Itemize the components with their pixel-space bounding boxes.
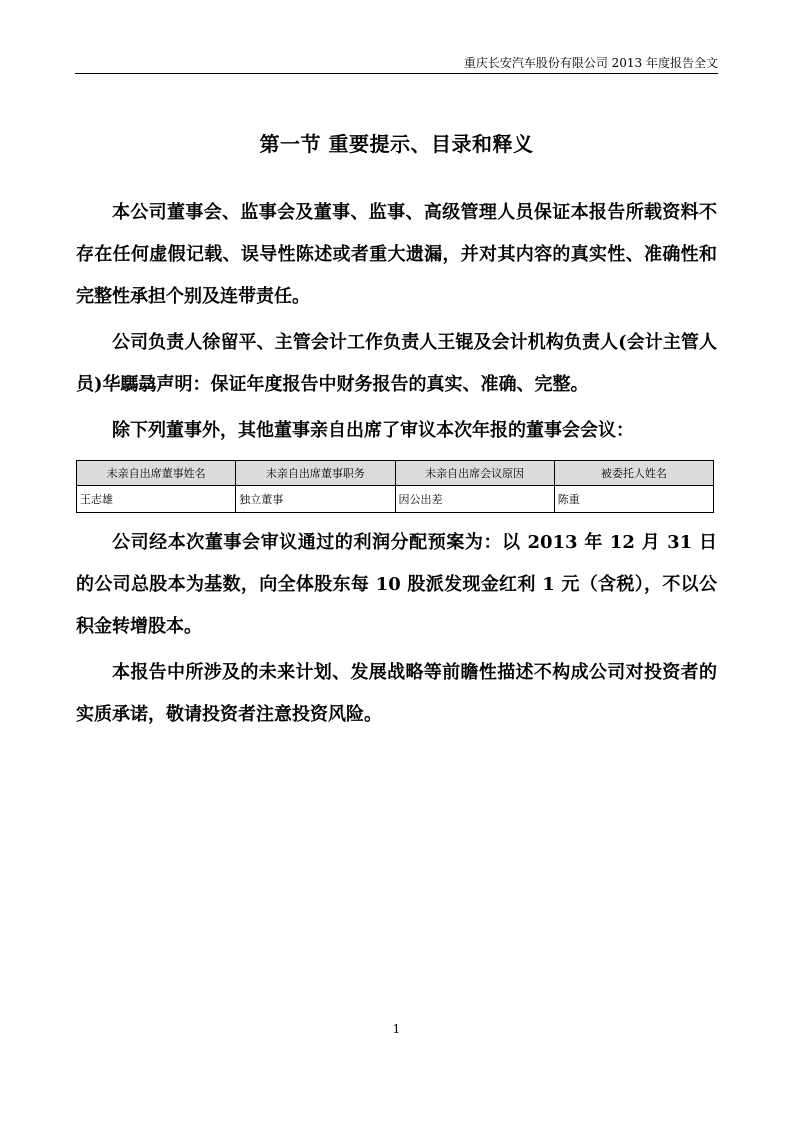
column-header-director-name: 未亲自出席董事姓名	[77, 461, 236, 486]
paragraph-responsible-persons-statement: 公司负责人徐留平、主管会计工作负责人王锟及会计机构负责人(会计主管人员)华騳骉声明：保证年度报告中财务报告的真实、准确、完整。	[76, 332, 717, 395]
column-header-absence-reason: 未亲自出席会议原因	[395, 461, 554, 486]
page-header-title: 重庆长安汽车股份有限公司 2013 年度报告全文	[463, 56, 718, 70]
column-header-director-position: 未亲自出席董事职务	[236, 461, 395, 486]
header-divider	[75, 73, 718, 74]
section-title: 第一节 重要提示、目录和释义	[259, 132, 534, 156]
cell-absence-reason: 因公出差	[395, 486, 554, 513]
table-row	[77, 486, 714, 513]
page-number: 1	[392, 1022, 401, 1036]
column-header-proxy-name: 被委托人姓名	[554, 461, 713, 486]
cell-director-position: 独立董事	[236, 486, 395, 513]
paragraph-absent-directors-intro: 除下列董事外，其他董事亲自出席了审议本次年报的董事会会议：	[112, 420, 634, 441]
table-header-row	[77, 461, 714, 486]
cell-director-name: 王志雄	[77, 486, 236, 513]
absent-directors-table	[76, 460, 714, 513]
cell-proxy-name: 陈重	[554, 486, 713, 513]
paragraph-board-guarantee: 本公司董事会、监事会及董事、监事、高级管理人员保证本报告所载资料不存在任何虚假记载、误导性陈述或者重大遗漏，并对其内容的真实性、准确性和完整性承担个别及连带责任。	[76, 202, 717, 307]
paragraph-profit-distribution: 公司经本次董事会审议通过的利润分配预案为：以 2013 年 12 月 31 日的公司总股本为基数，向全体股东每 10 股派发现金红利 1 元（含税），不以公积金转增股本。	[76, 532, 717, 637]
paragraph-forward-looking-disclaimer: 本报告中所涉及的未来计划、发展战略等前瞻性描述不构成公司对投资者的实质承诺，敬请投资者注意投资风险。	[76, 662, 717, 725]
